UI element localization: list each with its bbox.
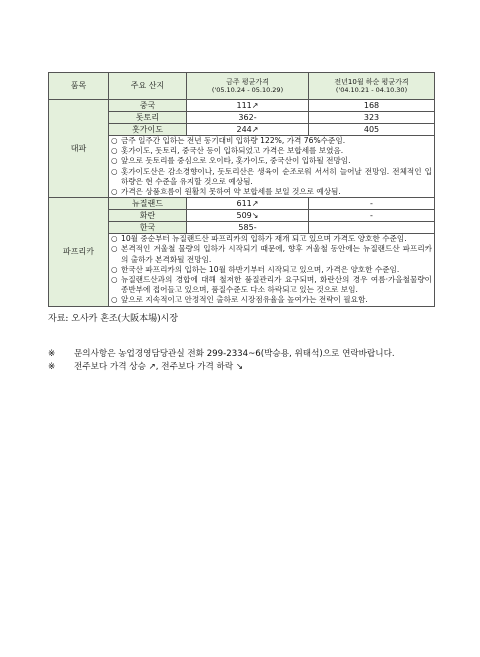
- header-current-price: [187, 73, 309, 100]
- bullet-icon: ○: [111, 234, 118, 244]
- header-origin: 주요 산지: [109, 73, 187, 100]
- document: [48, 72, 434, 374]
- note-item: [111, 275, 432, 295]
- header-current-title: 금주 평균가격: [226, 78, 269, 86]
- note-text: 가격은 상품흐름이 원활치 못하여 약 보합세를 보일 것으로 예상됨.: [121, 187, 341, 197]
- product-cell: 대파: [49, 100, 109, 198]
- source-note: 자료: 오사카 혼조(大阪本場)시장: [48, 313, 179, 324]
- bullet-icon: ○: [111, 264, 118, 274]
- note-text: 금주 일주간 입하는 전년 동기대비 입하량 122%, 가격 76%수준임.: [121, 136, 346, 145]
- note-item: [111, 234, 432, 244]
- note-item: [111, 187, 432, 197]
- note-item: [111, 146, 432, 156]
- legend-item: [48, 361, 434, 374]
- product-cell: 파프리카: [49, 198, 109, 306]
- note-item: [111, 156, 432, 166]
- current-price-cell: 362-: [187, 112, 309, 124]
- note-text: 뉴질랜드산과의 경합에 대해 철저한 품질관리가 요구되며, 화란산의 경우 여름·가을철물량이 종반부에 접어들고 있으며, 품질수준도 다소 하락되고 있는 것으로 보임.: [121, 275, 432, 295]
- note-text: 홋가이도, 돗토리, 중국산 등이 입하되었고 가격은 보합세를 보였음.: [121, 146, 344, 156]
- prev-price-cell: 323: [309, 112, 435, 124]
- bullet-icon: ○: [111, 146, 118, 156]
- note-text: 앞으로 돗토리를 중심으로 오이타, 홋가이도, 중국산이 입하될 전망임.: [121, 156, 351, 166]
- reference-mark-icon: ※: [48, 348, 56, 359]
- note-item: [111, 136, 432, 146]
- price-table: [48, 72, 435, 307]
- header-prev-range: ('04.10.21 - 04.10.30): [335, 86, 408, 94]
- contact-item: [48, 348, 434, 361]
- bullet-icon: ○: [111, 187, 118, 197]
- table-header-row: [49, 73, 435, 100]
- contact-text: 문의사항은 농업경영담당관실 전화 299-2334~6(박승용, 위태석)으로 연락바랍니다.: [74, 348, 395, 359]
- prev-price-cell: [309, 222, 435, 234]
- bullet-icon: ○: [111, 136, 118, 145]
- prev-price-cell: -: [309, 210, 435, 222]
- origin-cell: 중국: [109, 100, 187, 112]
- note-text: 홋가이도산은 감소경향이나, 돗토리산은 생육이 순조로워 서서히 늘어날 전망임. 전체적인 입하량은 현 수준을 유지할 것으로 예상됨.: [121, 166, 432, 186]
- note-text: 본격적인 겨울철 물량의 입하가 시작되기 때문에, 향후 겨울철 동안에는 뉴질랜드산 파프리카의 출하가 본격화될 전망임.: [121, 244, 432, 264]
- table-row: [49, 100, 435, 112]
- table-row: [49, 198, 435, 210]
- header-prev-price: [309, 73, 435, 100]
- note-item: [111, 265, 432, 275]
- prev-price-cell: 405: [309, 124, 435, 136]
- note-text: 10월 중순부터 뉴질랜드산 파프리카의 입하가 재개 되고 있으며 가격도 양호한 수준임.: [121, 234, 407, 244]
- notes-cell: [109, 234, 435, 306]
- note-text: 앞으로 지속적이고 안정적인 출하로 시장점유율을 높여가는 전략이 필요함.: [121, 295, 368, 305]
- current-price-cell: 585-: [187, 222, 309, 234]
- header-product: 품목: [49, 73, 109, 100]
- bullet-icon: ○: [111, 275, 118, 285]
- prev-price-cell: 168: [309, 100, 435, 112]
- note-text: 한국산 파프리카의 입하는 10월 하반기부터 시작되고 있으며, 가격은 양호한 수준임.: [121, 264, 400, 274]
- header-current-range: ('05.10.24 - 05.10.29): [211, 86, 284, 94]
- origin-cell: 돗토리: [109, 112, 187, 124]
- note-item: [111, 167, 432, 187]
- legend-text: 전주보다 가격 상승 ↗, 전주보다 가격 하락 ↘: [74, 361, 244, 372]
- reference-mark-icon: ※: [48, 361, 56, 372]
- notes-cell: [109, 136, 435, 198]
- note-item: [111, 295, 432, 305]
- origin-cell: 화란: [109, 210, 187, 222]
- bullet-icon: ○: [111, 244, 118, 254]
- current-price-cell: 611↗: [187, 198, 309, 210]
- bullet-icon: ○: [111, 156, 118, 166]
- origin-cell: 홋가이도: [109, 124, 187, 136]
- header-prev-title: 전년10월 하순 평균가격: [334, 78, 409, 86]
- bullet-icon: ○: [111, 166, 118, 176]
- origin-cell: 한국: [109, 222, 187, 234]
- note-item: [111, 244, 432, 264]
- current-price-cell: 244↗: [187, 124, 309, 136]
- bullet-icon: ○: [111, 295, 118, 305]
- prev-price-cell: -: [309, 198, 435, 210]
- contact-notes: [48, 348, 434, 374]
- origin-cell: 뉴질랜드: [109, 198, 187, 210]
- current-price-cell: 509↘: [187, 210, 309, 222]
- current-price-cell: 111↗: [187, 100, 309, 112]
